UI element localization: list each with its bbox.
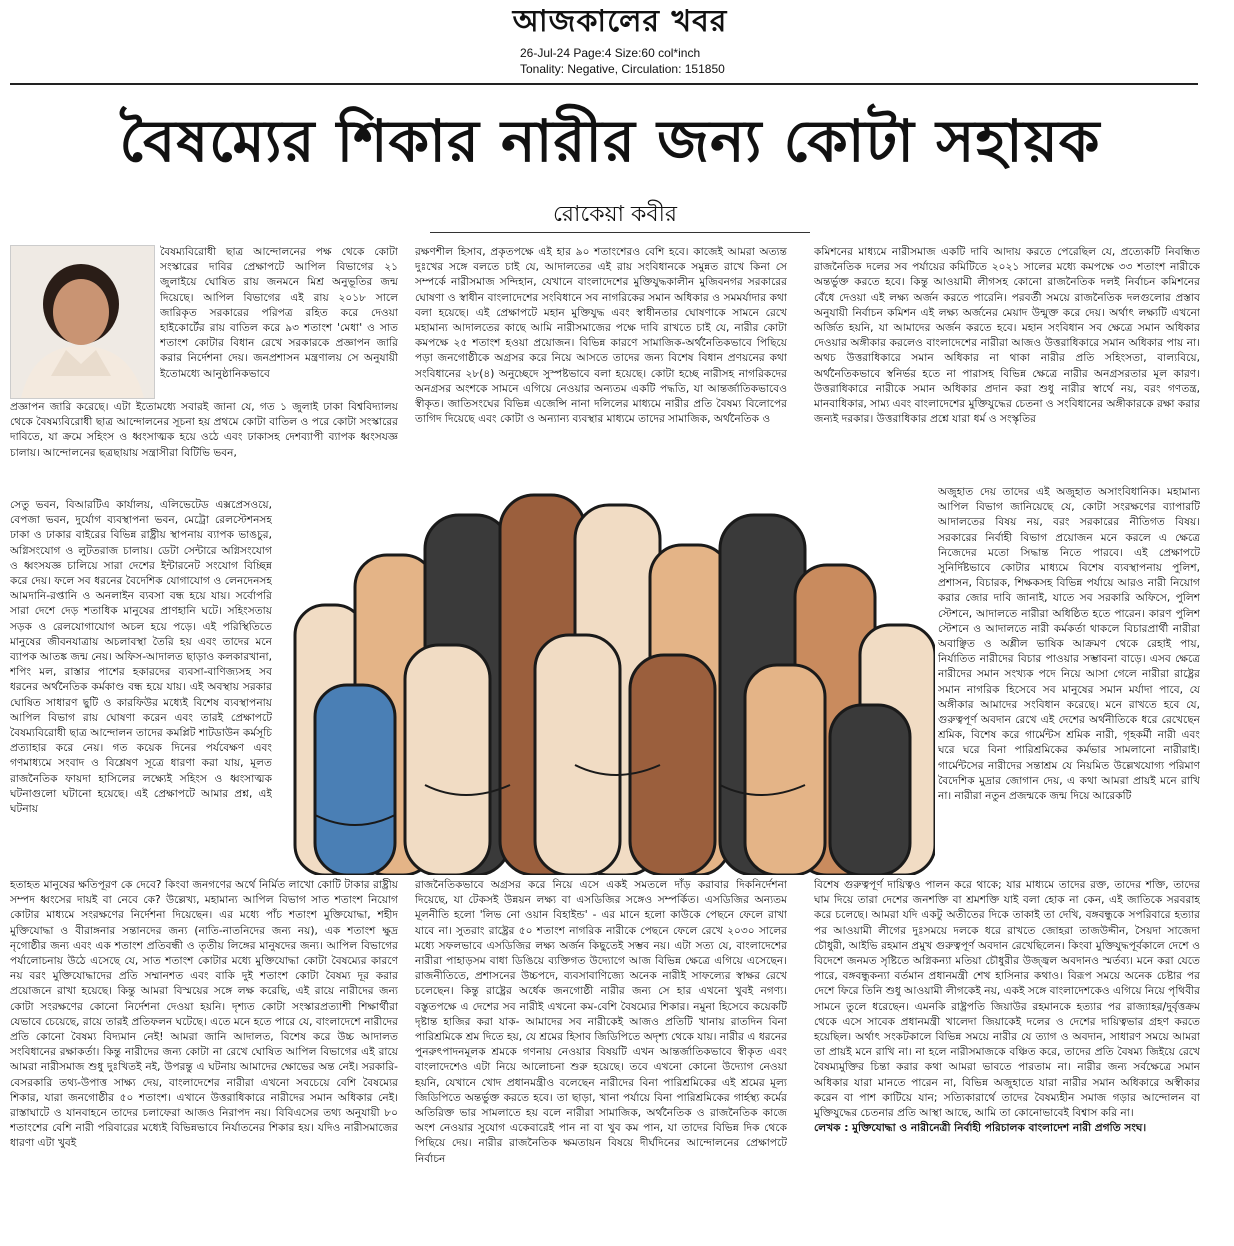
- raised-fists-icon: [275, 485, 935, 875]
- bottom-column-3-body: বিশেষ গুরুত্বপূর্ণ দায়িত্বও পালন করে থাকে; যার মাধ্যমে তাদের রক্ত, তাদের শক্তি, তাদের ঘাম দিয়ে তারা দেশের জনশক্তি বা শ্রমশক্তি যাই বলা হোক না কেন, এই জাতিকে সরবরাহ করে চলেছে। আমরা যদি একটু অতীতের দিকে তাকাই তা দেখি, বঙ্গবন্ধুকে সপরিবারে হত্যার পর আওয়ামী লীগের দুঃসময়ে দলকে ধরে রাখতে জোহরা তাজউদ্দীন, সৈয়দা সাজেদা চৌধুরী, আইভি রহমান প্রমুখ গুরুত্বপূর্ণ অবদান রেখেছিলেন। কিংবা মুক্তিযুদ্ধপূর্বকালে দেশে ও বিদেশে জনমত সৃষ্টিতে অগ্নিকন্যা মতিয়া চৌধুরীর উজ্জ্বল অবদানও স্মর্তব্য। মনে করা যেতে পারে, বঙ্গবন্ধুকন্যা বর্তমান প্রধানমন্ত্রী শেখ হাসিনার কথাও। বিরূপ সময়ে অনেক চেষ্টার পর দেশে ফিরে তিনি শুধু আওয়ামী লীগকেই নয়, একই সঙ্গে বাংলাদেশকেও এগিয়ে নিয়ে পৃথিবীর সামনে তুলে ধরেছেন। এমনকি রাষ্ট্রপতি জিয়াউর রহমানকে হত্যার পর রাজ্যাহর/দুর্বৃত্তক্রম থেকে এসে সাবেক প্রধানমন্ত্রী খালেদা জিয়াকেই দলের ও দেশের দায়িত্বভার গ্রহণ করতে হয়েছিল। অর্থাৎ সংকটকালে বিভিন্ন সময়ে নারীর যে ত্যাগ ও অবদান, সাধারণ সময়ে আমরা তা প্রায়ই মনে রাখি না। না হলে নারীসমাজকে বঞ্চিত করে, তাদের প্রতি বৈষম্য জিইয়ে রেখে বৈষম্যমুক্তির চিন্তা করার কথা আমরা ভাবতে পারতাম না। নারীর জন্য সর্বক্ষেত্রে সমান অধিকার যারা মানতে পারেন না, বিভিন্ন অজুহাতে যারা নারীর সমান অধিকারে অস্বীকার করেন বা পাশ কাটিয়ে যান; সত্যিকারার্থে তাদের বৈষম্যহীন সমাজ গড়ার আন্দোলন বা মুক্তিযুদ্ধের চেতনার প্রতি আস্থা আছে, আমি তা কোনোভাবেই বিশ্বাস করি না।: [814, 879, 1200, 1120]
- author-portrait-icon: [11, 246, 154, 398]
- masthead: [0, 0, 1234, 86]
- column-1-text-lower: সেতু ভবন, বিআরটিএ কার্যালয়, এলিভেটেড এক্সপ্রেসওয়ে, বেপজা ভবন, দুর্যোগ ব্যবস্থাপনা ভবন, মেট্রো রেলস্টেশনসহ ঢাকা ও ঢাকার বাইরের বিভিন্ন রাষ্ট্রীয় স্থাপনায় ব্যাপক ভাঙচুর, অগ্নিসংযোগ ও লুটতরাজ চালায়। ডেটা সেন্টারে অগ্নিসংযোগ ও ধ্বংসযজ্ঞ চালিয়ে সারা দেশের ইন্টারনেট সংযোগ বিচ্ছিন্ন করে দেয়। ফলে সব ধরনের বৈদেশিক যোগাযোগ ও লেনদেনসহ আমদানি-রপ্তানি ও অনলাইন ব্যবসা বন্ধ হয়ে যায়। সর্বোপরি সারা দেশে দেড় শতাধিক মানুষের প্রাণহানি ঘটে। সহিংসতায় সড়ক ও রেলযোগাযোগ অচল হয়ে পড়ে। এই পরিস্থিতিতে মানুষের জীবনযাত্রায় অচলাবস্থা তৈরি হয় এবং তাদের মনে ব্যাপক আতঙ্ক জন্ম নেয়। অফিস-আদালত ছাড়াও কলকারখানা, শপিং মল, রাস্তার পাশের হকারদের ব্যবসা-বাণিজ্যসহ সব ধরনের অর্থনৈতিক কর্মকাণ্ড বন্ধ হয়ে যায়। এই অবস্থায় সরকার ঘোষিত সাধারণ ছুটি ও কারফিউর মধ্যেই বিশেষ ব্যবস্থাপনায় আপিল বিভাগ রায় ঘোষণা করেন এবং তারই প্রেক্ষাপটে বৈষম্যবিরোধী ছাত্র আন্দোলন তাদের কমপ্লিট শাটডাউন কর্মসূচি প্রত্যাহার করে নেয়। গত কয়েক দিনের পর্যবেক্ষণ এবং গণমাধ্যমে সংবাদ ও বিশ্লেষণ সূত্রে ধারণা করা যায়, মূলত রাজনৈতিক ফায়দা হাসিলের লক্ষ্যেই সহিংস ও ধ্বংসাত্মক ঘটনাগুলো ঘটানো হয়েছে। এই প্রেক্ষাপটে আমার প্রশ্ন, এই ঘটনায়: [10, 499, 272, 816]
- byline-rule: [430, 232, 810, 233]
- bottom-column-2-text: রাজনৈতিকভাবে অগ্রসর করে নিয়ে এসে একই সমতলে দাঁড় করাবার দিকনির্দেশনা দিয়েছে, যা টেকসই উন্নয়ন লক্ষ্য বা এসডিজির সঙ্গেও সম্পর্কিত। এসডিজির অন্যতম মূলনীতি হলো 'লিভ নো ওয়ান বিহাইন্ড' - এর মানে হলো কাউকে পেছনে ফেলে রাখা যাবে না। সুতরাং রাষ্ট্রের ৫০ শতাংশ নাগরিক নারীকে পেছনে ফেলে রেখে ২০৩০ সালের মধ্যে সফলভাবে এসডিজির লক্ষ্য অর্জন কিছুতেই সম্ভব নয়। এটা সত্য যে, বাংলাদেশের নারীরা পাহাড়সম বাধা ডিঙিয়ে ব্যক্তিগত উদ্যোগে আজ বিভিন্ন ক্ষেত্রে এগিয়ে এসেছেন। রাজনীতিতে, প্রশাসনের উচ্চপদে, ব্যবসাবাণিজ্যে অনেক নারীই সাফল্যের স্বাক্ষর রেখে চলেছেন। কিন্তু রাষ্ট্রের অর্ধেক জনগোষ্ঠী নারীর জন্য সে হার এখনো খুবই নগণ্য। বস্তুতপক্ষে এ দেশের সব নারীই এখনো কম-বেশি বৈষম্যের শিকার। নমুনা হিসেবে কয়েকটি দৃষ্টান্ত হাজির করা যাক- আমাদের সব নারীকেই আজও প্রতিটি খানায় রাতদিন বিনা পারিশ্রমিকে শ্রম দিতে হয়, যে শ্রমের হিসাব জিডিপিতে অদৃশ্য থেকে যায়। নারীর এ ধরনের পুনরুৎপাদনমূলক শ্রমকে গণনায় নেওয়ার বিষয়টি এখন আন্তর্জাতিকভাবে স্বীকৃত এবং বাংলাদেশেও এটা নিয়ে আলোচনা শুরু হয়েছে। তবে এখনো কোনো উদ্যোগ নেওয়া হয়নি, যেখানে খোদ প্রধানমন্ত্রীও বলেছেন নারীদের বিনা পারিশ্রমিকের এই শ্রমের মূল্য জিডিপিতে অন্তর্ভুক্ত করতে হবে। তা ছাড়া, খানা পর্যায়ে বিনা পারিশ্রমিকের গার্হস্থ্য কর্মের অতিরিক্ত ভার সামলাতে হয় বলে নারীরা সামাজিক, অর্থনৈতিক ও রাজনৈতিক কাজে অংশ নেওয়ার সুযোগ একেবারেই পান না বা খুব কম পান, যা তাদের বিভিন্ন দিক থেকে পিছিয়ে দেয়। নারীর রাজনৈতিক ক্ষমতায়ন বিষয়ে দীর্ঘদিনের আন্দোলনের প্রেক্ষাপটে নির্বাচন: [415, 879, 787, 1165]
- bottom-column-1-text: হতাহত মানুষের ক্ষতিপূরণ কে দেবে? কিংবা জনগণের অর্থে নির্মিত লাখো কোটি টাকার রাষ্ট্রীয় সম্পদ ধ্বংসের দায়ই বা নেবে কে? উল্লেখ্য, মহামান্য আপিল বিভাগ সাত শতাংশ নিয়োগ কোটার মাধ্যমে সংরক্ষণের নির্দেশনা দিয়েছেন। এর মধ্যে পাঁচ শতাংশ মুক্তিযোদ্ধা, শহীদ মুক্তিযোদ্ধা ও বীরাঙ্গনার সন্তানদের জন্য (নাতি-নাতনিদের জন্য নয়), এক শতাংশ ক্ষুদ্র নৃগোষ্ঠীর জন্য এবং এক শতাংশ প্রতিবন্ধী ও তৃতীয় লিঙ্গের মানুষদের জন্য। আপিল বিভাগের পর্যালোচনায় উঠে এসেছে যে, সাত শতাংশ কোটার মধ্যে মুক্তিযোদ্ধা কোটা বৈষম্যের কারণে নয় বরং মুক্তিযোদ্ধাদের প্রতি সম্মানশত এবং বাকি দুই শতাংশ কোটা বৈষম্য দূর করার প্রয়োজনে রাখা হয়েছে। কিন্তু আমরা বিস্ময়ের সঙ্গে লক্ষ করেছি, এই রায়ে নারীদের জন্য কোটা সংরক্ষণের কোনো নির্দেশনা দেওয়া হয়নি। দৃশ্যত কোটা সংস্কারপ্রত্যাশী শিক্ষার্থীরা যেভাবে চেয়েছে, রায়ে তারই প্রতিফলন ঘটেছে। এতে মনে হতে পারে যে, বাংলাদেশে নারীদের প্রতি কোনো বৈষম্য বিদ্যমান নেই! আমরা জানি আদালত, বিশেষ করে উচ্চ আদালত সংবিধানের রক্ষাকর্তা। কিন্তু নারীদের জন্য কোটা না রেখে ঘোষিত আপিল বিভাগের এই রায়ে আমরা নারীসমাজ শুধু দুঃখিতই নই, উপরন্তু এ ঘটনায় আমাদের ক্ষোভের অন্ত নেই। সরকারি-বেসরকারি তথ্য-উপাত্ত সাক্ষ্য দেয়, বাংলাদেশের নারীরা এখনো সবচেয়ে বেশি বৈষম্যের শিকার, যারা জনগোষ্ঠীর ৫০ শতাংশ। এখানে উত্তরাধিকারে নারীদের সমান অধিকার নেই। রাস্তাঘাটে ও যানবাহনে তাদের চলাফেরা আজও নিরাপদ নয়। বিবিএসের তথ্য অনুযায়ী ৮০ শতাংশের বেশি নারী পরিবারের মধ্যেই বিভিন্নভাবে নির্যাতনের শিকার হয়। যদিও নারীসমাজের ধারণা এটা খুবই: [10, 879, 398, 1150]
- column-3-text-top: কমিশনের মাধ্যমে নারীসমাজ একটি দাবি আদায় করতে পেরেছিল যে, প্রত্যেকটি নিবন্ধিত রাজনৈতিক দলের সব পর্যায়ের কমিটিতে ২০২১ সালের মধ্যে কমপক্ষে ৩৩ শতাংশ নারীকে অন্তর্ভুক্ত করতে হবে। কিন্তু আওয়ামী লীগসহ কোনো রাজনৈতিক দলই নির্বাচন কমিশনের বেঁধে দেওয়া এই লক্ষ্য অর্জন করতে পারেনি। পরবর্তী সময়ে রাজনৈতিক দলগুলোর প্রস্তাব অনুযায়ী নির্বাচন কমিশন এই লক্ষ্য অর্জনের মেয়াদ উন্মুক্ত করে দেয়। অর্থাৎ লক্ষ্যটি এখনো অর্জিত হয়নি, যা আমাদের অর্জন করতে হবে। মহান সংবিধান সব ক্ষেত্রে সমান অধিকার দেওয়ার অঙ্গীকার করলেও বাংলাদেশের নারীরা আজও উত্তরাধিকারে সমান অধিকার পায় না। অথচ উত্তরাধিকারে সমান অধিকার না থাকা নারীর প্রতি সহিংসতা, বাল্যবিয়ে, অর্থনৈতিকভাবে স্বনির্ভর হতে না পারাসহ বিভিন্ন ক্ষেত্রে নারীর অনগ্রসরতার মূল কারণ। উত্তরাধিকারে নারীকে সমান অধিকার প্রদান করা শুধু নারীর স্বার্থে নয়, বরং গণতন্ত্র, মানবাধিকার, সাম্য এবং বাংলাদেশের মুক্তিযুদ্ধের চেতনা ও সংবিধানের অঙ্গীকারকে রক্ষা করার জন্যই দরকার। উত্তরাধিকার প্রশ্নে যারা ধর্ম ও সংস্কৃতির: [814, 246, 1200, 426]
- newspaper-name: আজকালের খবর: [512, 4, 728, 39]
- clipping-meta-line2: Tonality: Negative, Circulation: 151850: [520, 62, 725, 76]
- bottom-column-3-text: [814, 878, 1200, 1238]
- column-1-text-wide: প্রজ্ঞাপন জারি করেছে। এটা ইতোমধ্যে সবারই জানা যে, গত ১ জুলাই ঢাকা বিশ্ববিদ্যালয় থেকে বৈষম্যবিরোধী ছাত্র আন্দোলনের সূচনা হয় প্রথমে কোটা বাতিল ও পরে কোটা সংস্কারের দাবিতে, যা ক্রমে সহিংস ও ধ্বংসাত্মক হয়ে ওঠে এবং ঢাকাসহ দেশব্যাপী ব্যাপক ধ্বংসযজ্ঞ চালায়। আন্দোলনের ছত্রছায়ায় সন্ত্রাসীরা বিটিভি ভবন,: [10, 401, 398, 459]
- article-byline: রোকেয়া কবীর: [552, 202, 677, 227]
- column-2-text: রক্ষণশীল হিসাব, প্রকৃতপক্ষে এই হার ৯০ শতাংশেরও বেশি হবে। কাজেই আমরা অত্যন্ত দুঃখের সঙ্গে বলতে চাই যে, আদালতের এই রায় সংবিধানকে সমুন্নত রাখে কিনা সে সম্পর্কে নারীসমাজ সন্দিহান, যেখানে বাংলাদেশের মুক্তিযুদ্ধকালীন মুজিবনগর সরকারের ঘোষণা ও স্বাধীন বাংলাদেশের সংবিধানে সব নাগরিকের সমান অধিকার ও সমমর্যাদার কথা বলা হয়েছে। এই প্রেক্ষাপটে মহান মুক্তিযুদ্ধ এবং স্বাধীনতার ঘোষণাকে সামনে রেখে মহামান্য আদালতের কাছে আমি নারীসমাজের পক্ষে দাবি রাখতে চাই যে, নারীর কোটা কমপক্ষে ২৫ শতাংশ হওয়া প্রয়োজন। বিভিন্ন কারণে সামাজিক-অর্থনৈতিকভাবে পিছিয়ে পড়া জনগোষ্ঠীকে অগ্রসর করে নিয়ে আসতে তাদের জন্য বিশেষ বিধান প্রণয়নের কথা সংবিধানের ২৮(৪) অনুচ্ছেদে সুস্পষ্টভাবে বলা হয়েছে। কোটা হচ্ছে নারীসহ নাগরিকদের অনগ্রসর অংশকে সামনে এগিয়ে নেওয়ার অন্যতম একটি পদ্ধতি, যা আন্তর্জাতিকভাবেও স্বীকৃত। জাতিসংঘের বিভিন্ন এজেন্সি নানা দলিলের মাধ্যমে নারীর প্রতি বৈষম্য বিলোপের তাগিদ দিয়েছে এবং কোটা ও অন্যান্য ব্যবস্থার মাধ্যমে তাদের সামাজিক, অর্থনৈতিক ও: [415, 246, 787, 426]
- column-3-text-lower: অজুহাত দেয় তাদের এই অজুহাত অসাংবিধানিক। মহামান্য আপিল বিভাগ জানিয়েছে যে, কোটা সংরক্ষণের ব্যাপারটি আদালতের বিষয় নয়, বরং সরকারের নীতিগত বিষয়। সরকারের নির্বাহী বিভাগ প্রয়োজন মনে করলে এ ক্ষেত্রে নিজেদের মতো সিদ্ধান্ত নিতে পারবে। এই প্রেক্ষাপটে সুনির্দিষ্টভাবে কোটার মাধ্যমে বিশেষ ব্যবস্থাপনায় পুলিশ, প্রশাসন, বিচারক, শিক্ষকসহ বিভিন্ন পর্যায়ে আরও নারী নিয়োগ করার জোর দাবি জানাই, যাতে সব সরকারি অফিসে, পুলিশ স্টেশনে, আদালতে নারীরা অধিষ্ঠিত হতে পারেন। কারণ পুলিশ স্টেশনে ও আদালতে নারী কর্মকর্তা থাকলে বিচারপ্রার্থী নারীরা অবাঞ্ছিত ও অশ্লীল ভাষিক আক্রমণ থেকে রেহাই পায়, নির্যাতিত নারীদের বিচার পাওয়ার সম্ভাবনা বাড়ে। এসব ক্ষেত্রে নারীদের সমান সংখ্যক পদে নিয়ে আসা গেলে নারীরা রাষ্ট্রের সমান নাগরিক হিসেবে সব মানুষের সমান মর্যাদা পাবে, যে অঙ্গীকার আমাদের সংবিধান করেছে। মনে রাখতে হবে যে, গুরুত্বপূর্ণ অবদান রেখে এই দেশের অর্থনীতিকে ধরে রেখেছেন শ্রমিক, বিশেষ করে গার্মেন্টস শ্রমিক নারী, গৃহকর্মী নারী এবং ঘরে ঘরে বিনা পারিশ্রমিকের কর্মভার সামলানো নারীরাই। গার্মেন্টসের নারীদের সন্তাশ্রম যে নিয়মিত উল্লেখযোগ্য পরিমাণ বৈদেশিক মুদ্রার জোগান দেয়, এ কথা আমরা প্রায়ই মনে রাখি না। নারীরা নতুন প্রজন্মকে জন্ম দিয়ে আরেকটি: [938, 486, 1200, 803]
- article-headline: বৈষম্যের শিকার নারীর জন্য কোটা সহায়ক: [119, 107, 1101, 175]
- masthead-rule: [10, 83, 1198, 85]
- author-footnote: লেখক : মুক্তিযোদ্ধা ও নারীনেত্রী নির্বাহী পরিচালক বাংলাদেশ নারী প্রগতি সংঘ।: [814, 1122, 1147, 1135]
- column-1-text-top: বৈষম্যবিরোধী ছাত্র আন্দোলনের পক্ষ থেকে কোটা সংস্কারের দাবির প্রেক্ষাপটে আপিল বিভাগের ২১ জুলাইয়ে ঘোষিত রায় জনমনে মিশ্র অনুভূতির জন্ম দিয়েছে। আপিল বিভাগের এই রায় ২০১৮ সালে জারিকৃত সরকারের পরিপত্র রহিত করে দেওয়া হাইকোর্টের রায় বাতিল করে ৯৩ শতাংশ 'মেধা' ও সাত শতাংশ কোটার বিধান রেখে সরকারকে প্রজ্ঞাপন জারি করার নির্দেশনা দেয়। জনপ্রশাসন মন্ত্রণালয় সে অনুযায়ী ইতোমধ্যে আনুষ্ঠানিকভাবে: [160, 246, 398, 380]
- raised-fists-illustration: [275, 485, 935, 875]
- clipping-meta-line1: 26-Jul-24 Page:4 Size:60 col*inch: [520, 46, 701, 60]
- author-photo: [10, 245, 155, 399]
